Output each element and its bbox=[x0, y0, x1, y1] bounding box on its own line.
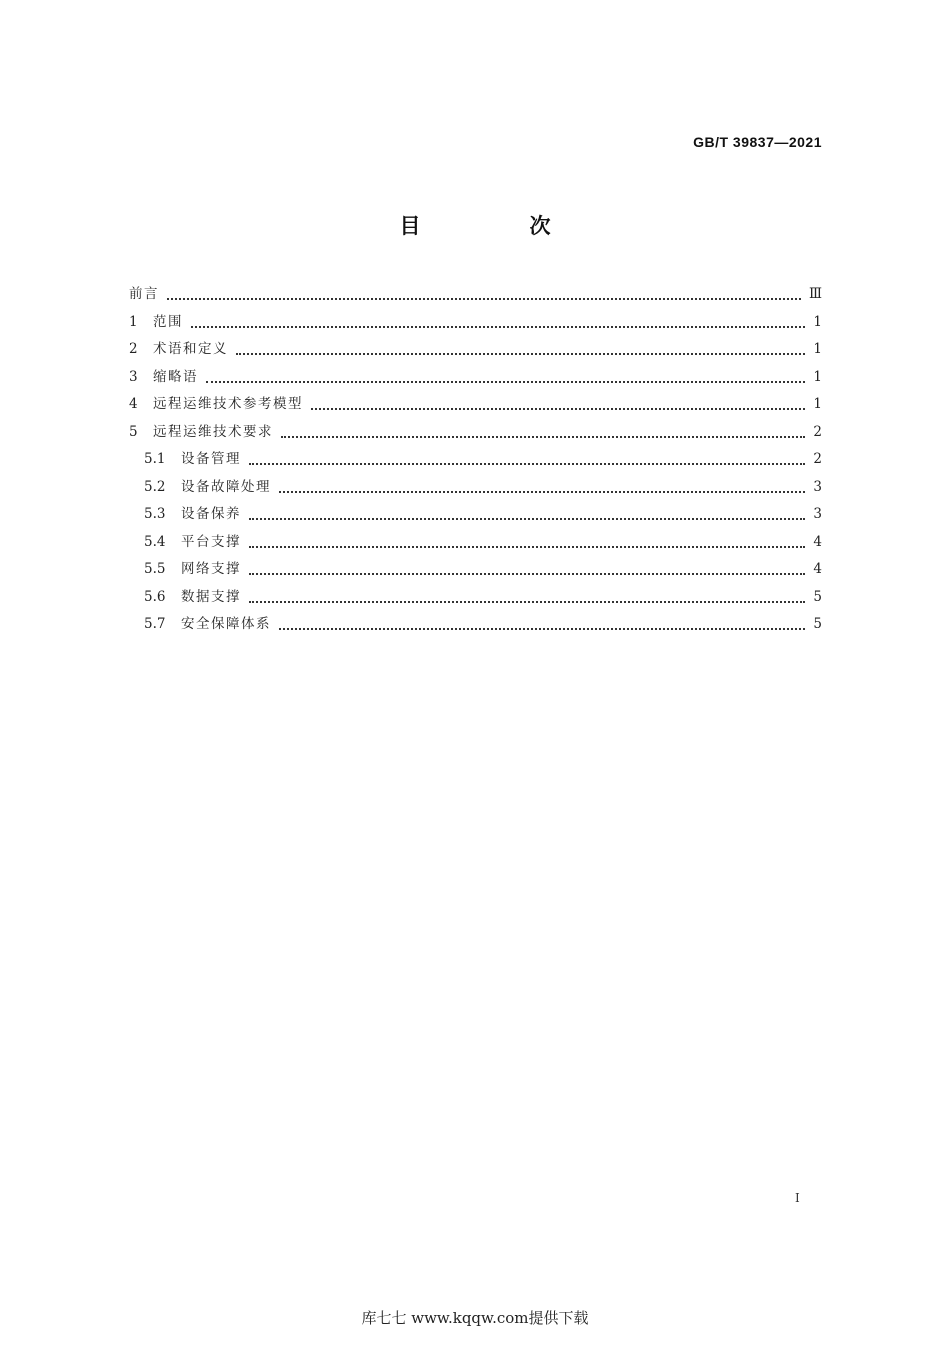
toc-entry-number: 5.4 bbox=[144, 533, 166, 550]
toc-entry-5-3[interactable] bbox=[129, 502, 822, 530]
toc-entry-number: 5.7 bbox=[144, 616, 166, 632]
toc-entry-page: 3 bbox=[813, 478, 822, 495]
toc-entry-label: 网络支撑 bbox=[181, 561, 241, 577]
toc-entry-5[interactable] bbox=[129, 420, 822, 448]
toc-entry-page: 2 bbox=[813, 451, 822, 467]
toc-entry-label: 远程运维技术要求 bbox=[153, 423, 273, 440]
toc-entry-label: 缩略语 bbox=[153, 368, 198, 385]
toc-entry-page: 4 bbox=[813, 533, 822, 550]
toc-dot-leader bbox=[249, 462, 805, 465]
toc-dot-leader bbox=[279, 490, 805, 493]
toc-entry-5-1[interactable] bbox=[129, 447, 822, 475]
toc-dot-leader bbox=[279, 627, 805, 630]
toc-entry-page: 5 bbox=[813, 588, 822, 605]
toc-entry-page: 1 bbox=[813, 396, 822, 412]
toc-entry-page: 2 bbox=[813, 423, 822, 440]
toc-dot-leader bbox=[167, 297, 801, 300]
toc-entry-label: 术语和定义 bbox=[153, 341, 228, 357]
toc-entry-5-4[interactable] bbox=[129, 530, 822, 558]
toc-entry-number: 5.2 bbox=[144, 478, 166, 495]
toc-entry-label: 设备管理 bbox=[181, 451, 241, 467]
toc-entry-5-5[interactable] bbox=[129, 557, 822, 585]
toc-entry-number: 5.1 bbox=[144, 451, 166, 467]
toc-entry-label: 安全保障体系 bbox=[181, 616, 271, 632]
toc-entry-1[interactable] bbox=[129, 310, 822, 338]
toc-dot-leader bbox=[311, 407, 805, 410]
toc-entry-page: 1 bbox=[813, 313, 822, 330]
toc-entry-page: 5 bbox=[813, 616, 822, 632]
toc-entry-number: 1 bbox=[129, 313, 138, 330]
page-number: I bbox=[795, 1191, 800, 1205]
toc-entry-label: 设备保养 bbox=[181, 506, 241, 522]
toc-entry-number: 5.6 bbox=[144, 588, 166, 605]
table-of-contents bbox=[129, 282, 822, 640]
toc-entry-page: 3 bbox=[813, 506, 822, 522]
toc-entry-label: 前言 bbox=[129, 286, 159, 302]
toc-entry-number: 5.3 bbox=[144, 506, 166, 522]
toc-entry-label: 远程运维技术参考模型 bbox=[153, 396, 303, 412]
toc-entry-page: 1 bbox=[813, 368, 822, 385]
toc-entry-label: 数据支撑 bbox=[181, 588, 241, 605]
toc-entry-2[interactable] bbox=[129, 337, 822, 365]
toc-entry-number: 4 bbox=[129, 396, 138, 412]
toc-entry-page: 4 bbox=[813, 561, 822, 577]
standard-code: GB/T 39837—2021 bbox=[693, 134, 822, 150]
toc-dot-leader bbox=[249, 572, 805, 575]
toc-dot-leader bbox=[281, 435, 805, 438]
toc-dot-leader bbox=[191, 325, 805, 328]
toc-entry-5-2[interactable] bbox=[129, 475, 822, 503]
toc-entry-label: 设备故障处理 bbox=[181, 478, 271, 495]
toc-entry-5-7[interactable] bbox=[129, 612, 822, 640]
toc-entry-3[interactable] bbox=[129, 365, 822, 393]
toc-entry-4[interactable] bbox=[129, 392, 822, 420]
toc-entry-number: 5.5 bbox=[144, 561, 166, 577]
toc-entry-foreword[interactable] bbox=[129, 282, 822, 310]
toc-entry-page: Ⅲ bbox=[808, 286, 822, 302]
toc-entry-label: 范围 bbox=[153, 313, 183, 330]
toc-dot-leader bbox=[249, 600, 805, 603]
toc-dot-leader bbox=[249, 517, 805, 520]
toc-title: 目 次 bbox=[399, 214, 595, 238]
toc-entry-number: 3 bbox=[129, 368, 138, 385]
toc-dot-leader bbox=[206, 380, 805, 383]
toc-entry-label: 平台支撑 bbox=[181, 533, 241, 550]
toc-entry-page: 1 bbox=[813, 341, 822, 357]
toc-dot-leader bbox=[249, 545, 805, 548]
download-watermark: 库七七 www.kqqw.com提供下载 bbox=[361, 1309, 589, 1327]
toc-entry-number: 5 bbox=[129, 423, 138, 440]
toc-dot-leader bbox=[236, 352, 805, 355]
toc-entry-number: 2 bbox=[129, 341, 138, 357]
toc-entry-5-6[interactable] bbox=[129, 585, 822, 613]
